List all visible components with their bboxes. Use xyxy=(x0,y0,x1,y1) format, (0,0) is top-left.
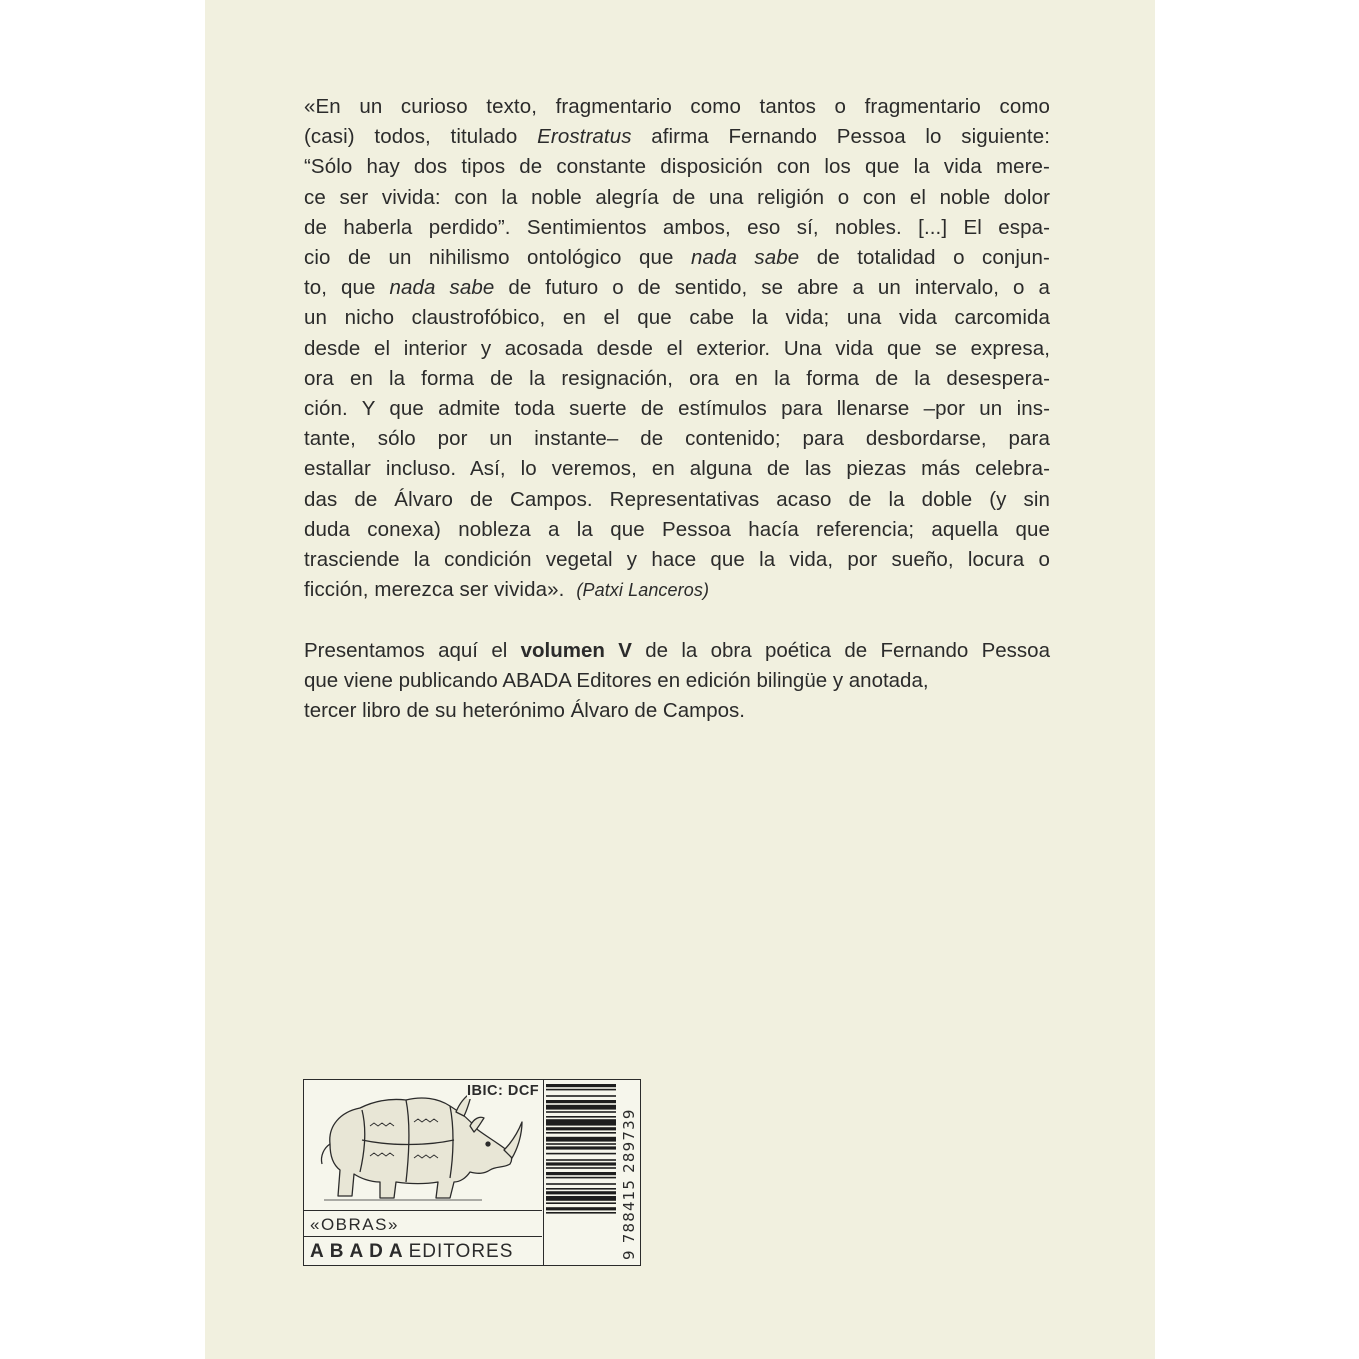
emphasis-text: nada sabe xyxy=(389,276,495,300)
barcode-bar xyxy=(546,1089,616,1091)
barcode-bar xyxy=(546,1119,616,1125)
bold-text: volumen V xyxy=(520,639,632,662)
publisher-imprint: EDITORES xyxy=(408,1241,514,1262)
publisher-brand: ABADA xyxy=(310,1241,409,1262)
presentation-paragraph xyxy=(304,636,1050,727)
barcode-bar xyxy=(546,1153,616,1155)
barcode-bar xyxy=(546,1183,616,1185)
presentation-line: que viene publicando ABADA Editores en edición bilingüe y anotada, xyxy=(304,669,929,693)
barcode-bar xyxy=(546,1143,616,1145)
quote-line: ción. Y que admite toda suerte de estímulos para llenarse –por un ins- xyxy=(304,397,1050,421)
quote-line: de haberla perdido”. Sentimientos ambos, eso sí, nobles. [...] El espa- xyxy=(304,215,1050,239)
barcode-bar xyxy=(546,1207,616,1210)
barcode-bar xyxy=(546,1116,616,1118)
barcode-bar xyxy=(546,1177,616,1179)
quote-paragraph xyxy=(304,92,1050,605)
publisher-name xyxy=(304,1240,542,1264)
quote-line: ce ser vivida: con la noble alegría de una religión o con el noble dolor xyxy=(304,185,1050,209)
publisher-box xyxy=(303,1079,641,1266)
barcode-bar xyxy=(546,1084,616,1087)
quote-line: tante, sólo por un instante– de contenido; para desbordarse, para xyxy=(304,427,1050,451)
attribution: (Patxi Lanceros) xyxy=(576,580,710,601)
quote-line: cio de un nihilismo ontológico que nada sabe de totalidad o conjun- xyxy=(304,246,1050,270)
barcode-bar xyxy=(546,1167,616,1169)
barcode-bar xyxy=(546,1191,616,1194)
barcode-bar xyxy=(546,1212,616,1214)
barcode-bar xyxy=(546,1172,616,1175)
quote-line: (casi) todos, titulado Erostratus afirma Fernando Pessoa lo siguiente: xyxy=(304,125,1050,149)
barcode-bar xyxy=(546,1196,616,1201)
quote-line: das de Álvaro de Campos. Representativas acaso de la doble (y sin xyxy=(304,487,1050,511)
barcode-bar xyxy=(546,1162,616,1165)
emphasis-text: Erostratus xyxy=(537,125,632,149)
barcode-bar xyxy=(546,1105,616,1110)
isbn-barcode xyxy=(544,1080,640,1265)
quote-line: “Sólo hay dos tipos de constante disposición con los que la vida mere- xyxy=(304,155,1050,179)
barcode-bar xyxy=(546,1159,616,1161)
quote-line: trasciende la condición vegetal y hace que la vida, por sueño, locura o xyxy=(304,548,1050,572)
quote-line: to, que nada sabe de futuro o de sentido, se abre a un intervalo, o a xyxy=(304,276,1051,300)
barcode-bar xyxy=(546,1127,616,1130)
barcode-bar xyxy=(546,1111,616,1113)
barcode-bar xyxy=(546,1188,616,1190)
quote-line: ora en la forma de la resignación, ora en la forma de la desespera- xyxy=(304,366,1050,390)
quote-line: un nicho claustrofóbico, en el que cabe la vida; una vida carcomida xyxy=(304,306,1050,330)
series-label: «OBRAS» xyxy=(304,1210,542,1237)
ibic-code: IBIC: DCF xyxy=(467,1083,540,1099)
barcode-bar xyxy=(546,1202,616,1204)
quote-line: «En un curioso texto, fragmentario como tantos o fragmentario como xyxy=(304,95,1050,118)
isbn-number: 9 788415 289739 xyxy=(620,1108,638,1260)
emphasis-text: nada sabe xyxy=(690,246,800,270)
publisher-logo-panel xyxy=(304,1080,544,1265)
quote-line: estallar incluso. Así, lo veremos, en alguna de las piezas más celebra- xyxy=(304,457,1050,481)
barcode-bar xyxy=(546,1100,616,1103)
barcode-bar xyxy=(546,1137,616,1142)
presentation-line: tercer libro de su heterónimo Álvaro de Campos. xyxy=(304,699,745,723)
rhinoceros-icon xyxy=(310,1086,540,1206)
quote-line: desde el interior y acosada desde el exterior. Una vida que se expresa, xyxy=(304,336,1050,360)
presentation-line: Presentamos aquí el volumen V de la obra poética de Fernando Pessoa xyxy=(304,639,1050,662)
barcode-bar xyxy=(546,1132,616,1134)
barcode-bar xyxy=(546,1146,616,1149)
quote-line: ficción, merezca ser vivida». (Patxi Lanceros) xyxy=(304,578,710,602)
barcode-bar xyxy=(546,1095,616,1097)
quote-line: duda conexa) nobleza a la que Pessoa hacía referencia; aquella que xyxy=(304,517,1050,541)
